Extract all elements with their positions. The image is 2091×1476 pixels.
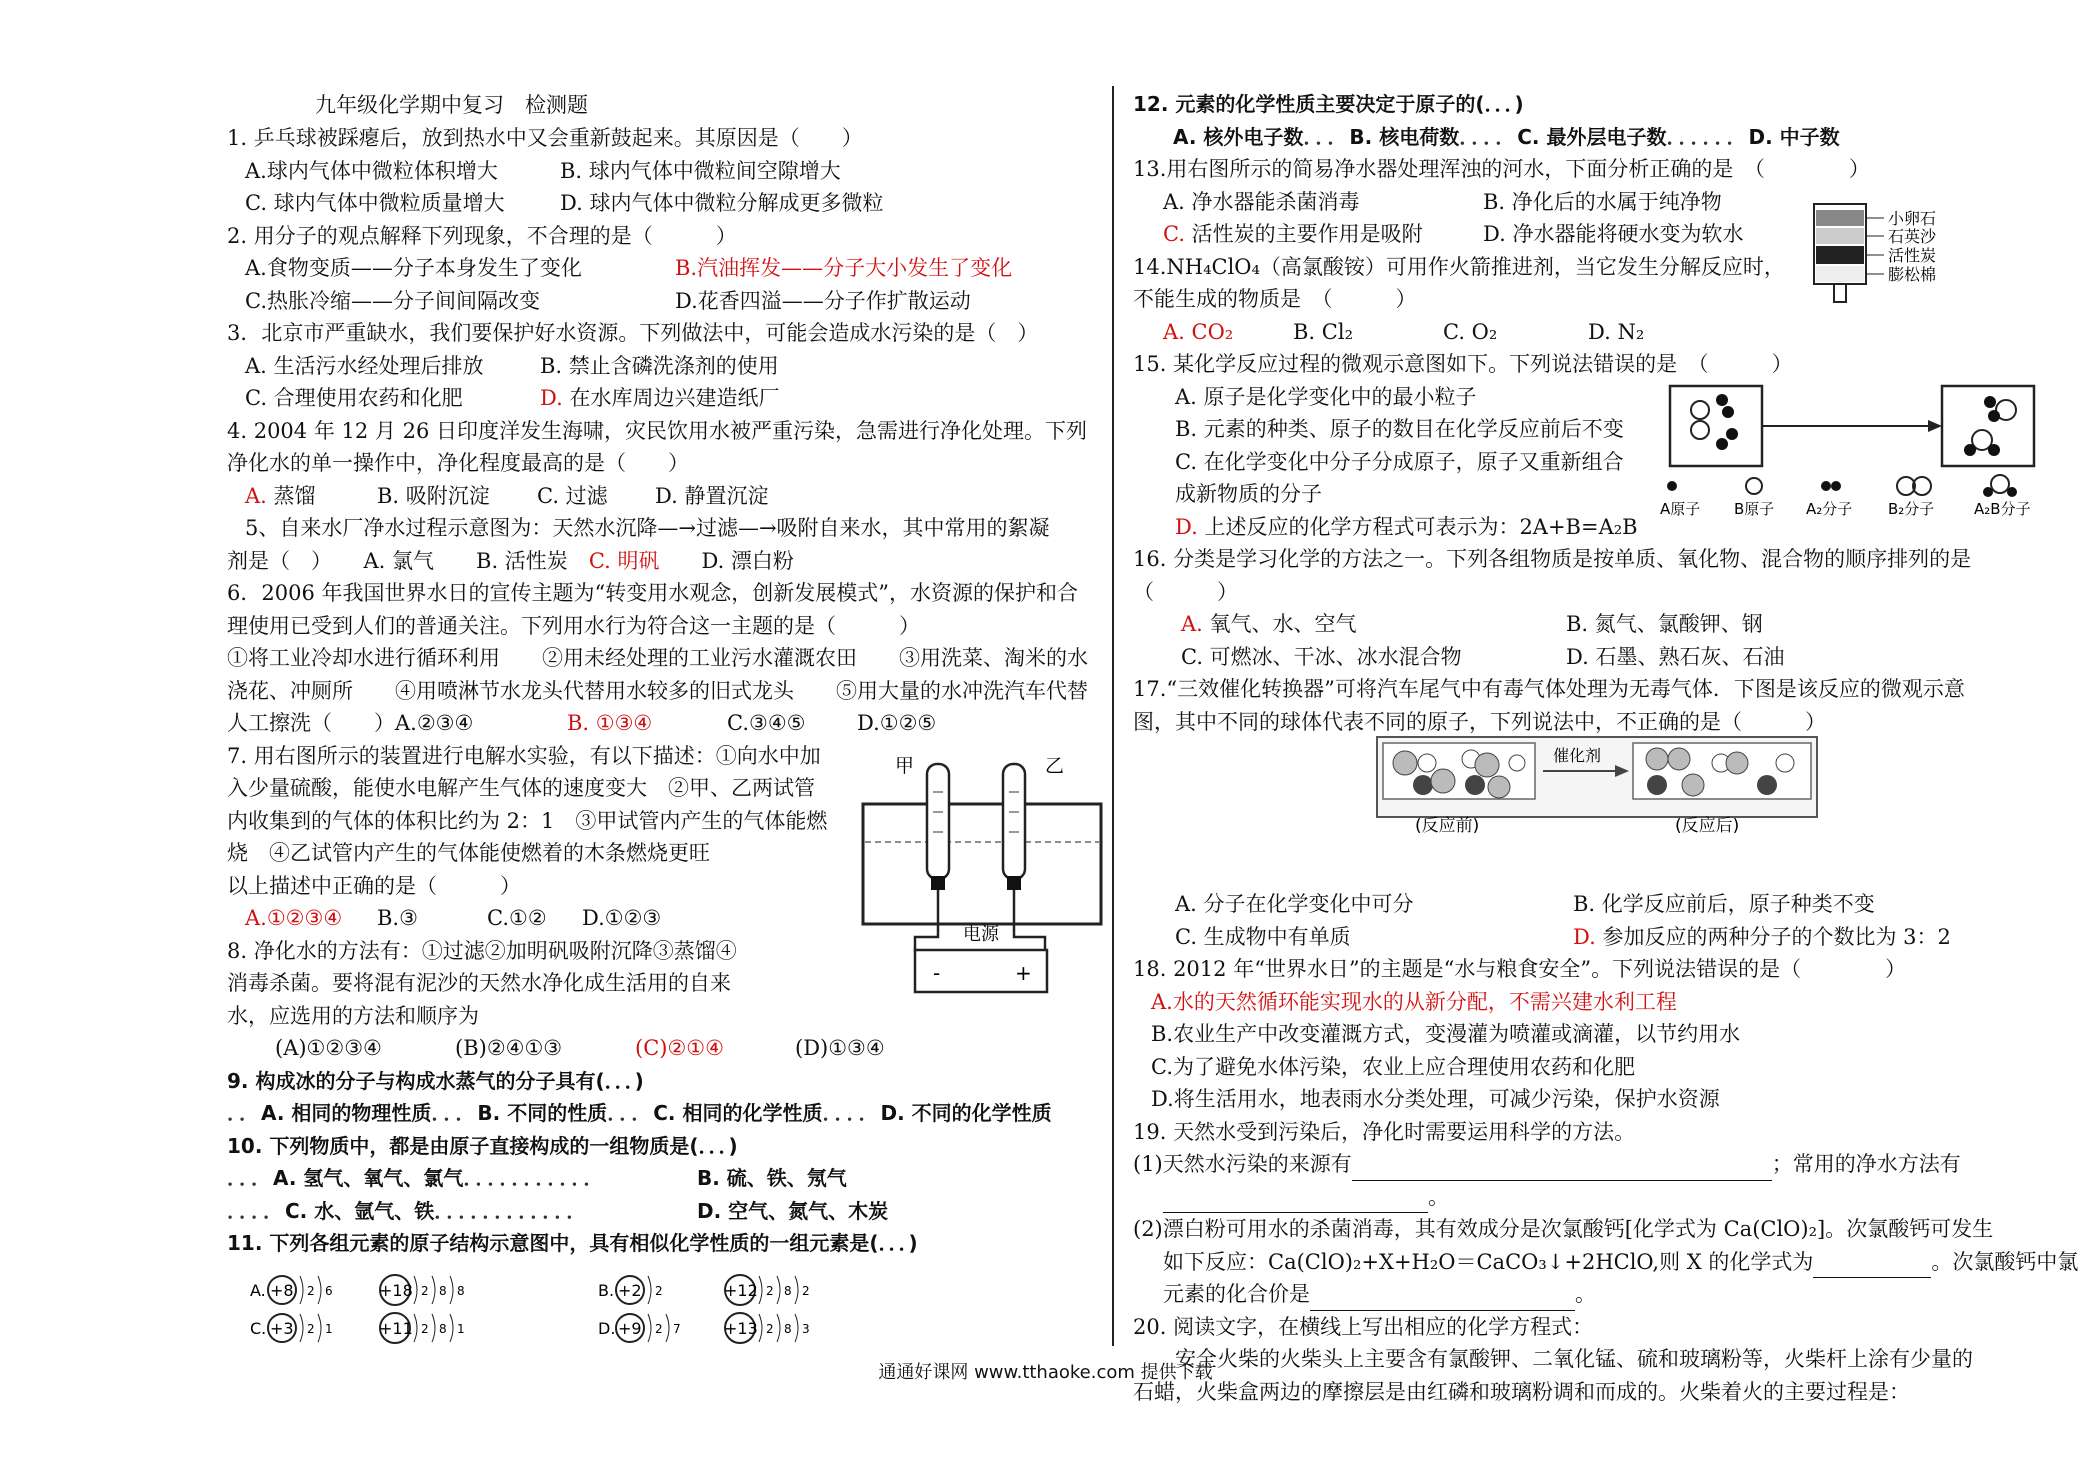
q19-part2-line1: (2)漂白粉可用水的杀菌消毒，其有效成分是次氯酸钙[化学式为 Ca(ClO)₂]。次氯酸钙可发生: [1133, 1217, 1994, 1241]
q7-option-b: B.③: [377, 906, 418, 930]
q19-answer-blank-1[interactable]: [1352, 1158, 1772, 1181]
question-7-line3: 内收集到的气体的体积比约为 2：1 ③甲试管内产生的气体能燃: [227, 808, 828, 833]
legend-b2-molecule: B₂分子: [1888, 500, 1935, 518]
q17-options-row1: [1133, 888, 2033, 921]
q5-option-c: C. 明矾: [588, 548, 660, 573]
q4-option-b: B. 吸附沉淀: [377, 483, 490, 508]
q1-option-b: B. 球内气体中微粒间空隙增大: [560, 158, 841, 183]
question-15: 15. 某化学反应过程的微观示意图如下。下列说法错误的是 （ ）: [1133, 352, 1793, 376]
filter-label-quartz-sand: 石英沙: [1888, 227, 1937, 246]
question-6-line3: ①将工业冷却水进行循环利用 ②用未经处理的工业污水灌溉农田 ③用洗菜、淘米的水: [227, 646, 1088, 670]
q16-option-a: 氧气、水、空气: [1202, 612, 1357, 636]
q19-part2-line2: [1133, 1246, 2079, 1279]
question-6-line1: 6．2006 年我国世界水日的宣传主题为“转变用水观念，创新发展模式”，水资源的保护和合: [227, 581, 1078, 605]
q17-option-a: A. 分子在化学变化中可分: [1175, 892, 1414, 916]
filter-label-pebbles: 小卵石: [1888, 209, 1937, 228]
q12-options: A. 核外电子数．．．B. 核电荷数．．．．C. 最外层电子数．．．．．．D. 中子数: [1173, 124, 1840, 149]
q8-options: [205, 1032, 1090, 1065]
q18-option-b: B.农业生产中改变灌溉方式，变漫灌为喷灌或滴灌，以节约用水: [1151, 1022, 1741, 1046]
question-20-line2: 石蜡，火柴盒两边的摩擦层是由红磷和玻璃粉调和而成的。火柴着火的主要过程是：: [1133, 1379, 1910, 1404]
q10-option-d: D. 空气、氮气、木炭: [697, 1198, 889, 1223]
q4-option-a: 蒸馏: [266, 483, 316, 508]
q4-option-a-letter: A.: [245, 483, 267, 508]
question-5-line1: 5、自来水厂净水过程示意图为：天然水沉降—→过滤—→吸附自来水，其中常用的絮凝: [245, 516, 1050, 540]
atom-a2-nucleus: +18: [379, 1281, 413, 1300]
atom-d2-nucleus: +13: [724, 1319, 758, 1338]
question-6-line2: 理使用已受到人们的普通关注。下列用水行为符合这一主题的是（ ）: [227, 613, 920, 638]
q6-option-c: C.③④⑤: [727, 711, 806, 735]
q13-option-d: D. 净水器能将硬水变为软水: [1483, 222, 1744, 246]
label-yi: 乙: [1045, 755, 1065, 777]
tube-yi: [1003, 764, 1025, 879]
question-18: 18. 2012 年“世界水日”的主题是“水与粮食安全”。下列说法错误的是（ ）: [1133, 957, 1907, 981]
q14-options: [1133, 316, 2033, 349]
q7-option-a: A.①②③④: [245, 906, 343, 930]
question-19: 19. 天然水受到污染后，净化时需要运用科学的方法。: [1133, 1119, 1636, 1144]
legend-b-atom: B原子: [1734, 500, 1775, 518]
q19-answer-blank-3[interactable]: [1813, 1255, 1931, 1278]
label-jia: 甲: [895, 755, 915, 777]
q5-options-pre: 剂是（ ） A. 氯气 B. 活性炭: [227, 548, 568, 573]
catalytic-converter-figure: [1375, 733, 1845, 845]
q2-option-b: B.汽油挥发——分子大小发生了变化: [675, 256, 1013, 280]
question-4-line2: 净化水的单一操作中，净化程度最高的是（ ）: [227, 451, 689, 475]
label-power: 电源: [963, 924, 999, 945]
q8-option-a: (A)①②③④: [275, 1036, 382, 1060]
atom-c1-shell-2: 1: [325, 1322, 333, 1336]
question-17-line1: 17.“三效催化转换器”可将汽车尾气中有毒气体处理为无毒气体．下图是该反应的微观示意: [1133, 677, 1965, 701]
question-1: 1. 乒乓球被踩瘪后，放到热水中又会重新鼓起来。其原因是（ ）: [227, 126, 863, 150]
q2-option-d: D.花香四溢——分子作扩散运动: [675, 288, 971, 313]
question-12: 12. 元素的化学性质主要决定于原子的(．．．): [1133, 92, 1524, 116]
atom-c2-shell-3: 1: [457, 1322, 465, 1336]
water-filter-figure: [1808, 200, 2038, 310]
q12-option-a: A. 核外电子数: [1173, 124, 1304, 149]
q13-option-c: 活性炭的主要作用是吸附: [1185, 222, 1423, 246]
q1-option-d: D. 球内气体中微粒分解成更多微粒: [560, 191, 884, 215]
water-trough: [863, 804, 1101, 924]
atom-c2-nucleus: +11: [379, 1319, 413, 1338]
question-8-line2: 消毒杀菌。要将混有泥沙的天然水净化成生活用的自来: [227, 971, 731, 995]
page-title: 九年级化学期中复习 检测题: [315, 93, 588, 117]
atom-d2-shell-1: 2: [766, 1322, 774, 1336]
q15-option-c-line2: 成新物质的分子: [1175, 482, 1322, 506]
question-20-line1: 安全火柴的火柴头上主要含有氯酸钾、二氧化锰、硫和玻璃粉等，火柴杆上涂有少量的: [1175, 1347, 1973, 1371]
atom-c1-shell-1: 2: [307, 1322, 315, 1336]
question-14-line1: 14.NH₄ClO₄（高氯酸铵）可用作火箭推进剂，当它发生分解反应时，: [1133, 254, 1785, 279]
q17-option-c: C. 生成物中有单质: [1175, 924, 1351, 949]
question-9: 9. 构成冰的分子与构成水蒸气的分子具有(．．．): [227, 1068, 644, 1093]
q16-options-row1: [1133, 608, 2033, 641]
q14-option-d: D. N₂: [1588, 319, 1645, 344]
q19-part1-line1: [1133, 1148, 2033, 1181]
q1-option-c: C. 球内气体中微粒质量增大: [245, 191, 505, 215]
q14-option-a: A. CO₂: [1163, 319, 1234, 344]
q9-option-c: C. 相同的化学性质: [653, 1101, 823, 1125]
q19-part1-text-a: (1)天然水污染的来源有: [1133, 1152, 1352, 1176]
q8-option-b: (B)②④①③: [455, 1036, 563, 1060]
left-column: [205, 88, 1090, 1260]
question-13: 13.用右图所示的简易净水器处理浑浊的河水，下面分析正确的是 （ ）: [1133, 157, 1870, 181]
q6-option-d: D.①②⑤: [857, 711, 937, 735]
atom-a2-shell-3: 8: [457, 1284, 465, 1298]
question-16-line1: 16. 分类是学习化学的方法之一。下列各组物质是按单质、氧化物、混合物的顺序排列的是: [1133, 547, 1972, 571]
question-10: 10. 下列物质中，都是由原子直接构成的一组物质是(．．．): [227, 1133, 738, 1158]
q4-option-c: C. 过滤: [537, 483, 608, 508]
q6-options-pre: 人工擦洗（ ）A.②③④: [227, 711, 474, 735]
q17-options-row2: [1133, 921, 2033, 954]
atom-a1-shell-1: 2: [307, 1284, 315, 1298]
q3-option-b: B. 禁止含磷洗涤剂的使用: [540, 353, 779, 378]
question-6-line5: [205, 707, 1090, 740]
label-minus: -: [933, 961, 941, 985]
question-5-line2: [205, 545, 1090, 578]
q9-option-a: A. 相同的物理性质: [261, 1101, 432, 1125]
q19-answer-blank-4[interactable]: [1310, 1288, 1575, 1311]
atom-d2-shell-3: 3: [802, 1322, 810, 1336]
q2-options-row1: [205, 252, 1090, 285]
q4-option-d: D. 静置沉淀: [655, 483, 769, 508]
question-14-line2: 不能生成的物质是 （ ）: [1133, 287, 1417, 311]
q19-answer-blank-2[interactable]: [1163, 1190, 1428, 1213]
q9-option-b: B. 不同的性质: [477, 1101, 608, 1125]
q18-option-d: D.将生活用水，地表雨水分类处理，可减少污染，保护水资源: [1151, 1087, 1720, 1111]
q14-option-c: C. O₂: [1443, 319, 1498, 344]
q4-options: [205, 480, 1090, 513]
q19-part2-text-b: 如下反应：Ca(ClO)₂+X+H₂O＝CaCO₃↓+2HClO,则 X 的化学式为: [1163, 1249, 1814, 1274]
q8-option-d: (D)①③④: [795, 1036, 885, 1060]
q13-option-c-letter: C.: [1163, 222, 1185, 246]
question-7-line1: 7. 用右图所示的装置进行电解水实验，有以下描述：①向水中加: [227, 743, 821, 768]
q3-options-row1: [205, 350, 1090, 383]
q14-option-b: B. Cl₂: [1293, 319, 1353, 344]
q1-options-row2: [205, 187, 1090, 220]
q5-option-d: D. 漂白粉: [701, 548, 794, 573]
reaction-microdiagram: [1660, 382, 2060, 524]
q19-part2-line3: [1133, 1278, 2033, 1311]
q16-option-d: D. 石墨、熟石灰、石油: [1566, 644, 1785, 669]
label-plus: +: [1015, 961, 1032, 985]
q3-options-row2: [205, 382, 1090, 415]
q9-options: ．．A. 相同的物理性质．．．B. 不同的性质．．．C. 相同的化学性质．．．．D. 不同的化学性质: [227, 1101, 1052, 1125]
q13-option-b: B. 净化后的水属于纯净物: [1483, 189, 1722, 214]
q1-options-row1: [205, 155, 1090, 188]
atom-d1-shell-2: 7: [673, 1322, 681, 1336]
q16-options-row2: [1133, 641, 2033, 674]
tube-jia: [927, 764, 949, 879]
atom-c2-shell-1: 2: [421, 1322, 429, 1336]
page-footer: 通通好课网 www.tthaoke.com 提供下载: [878, 1362, 1213, 1383]
q7-option-c: C.①②: [487, 906, 547, 930]
question-8-line3: 水，应选用的方法和顺序为: [227, 1003, 479, 1028]
atom-d1-shell-1: 2: [655, 1322, 663, 1336]
atom-a2-shell-1: 2: [421, 1284, 429, 1298]
atom-b2-shell-1: 2: [766, 1284, 774, 1298]
q2-option-a: A.食物变质——分子本身发生了变化: [245, 256, 582, 280]
column-divider: [1112, 86, 1114, 1346]
q10-options-row1: ．．．A. 氢气、氧气、氯气．．．．．．．．．．． B. 硫、铁、氖气: [227, 1166, 847, 1190]
q17-option-b: B. 化学反应前后，原子种类不变: [1573, 892, 1875, 916]
question-17-line2: 图，其中不同的球体代表不同的原子，下列说法中，不正确的是（ ）: [1133, 709, 1826, 734]
atom-c2-shell-2: 8: [439, 1322, 447, 1336]
q16-option-c: C. 可燃冰、干冰、冰水混合物: [1181, 644, 1462, 669]
q17-option-d: 参加反应的两种分子的个数比为 3：2: [1595, 924, 1951, 949]
atoms-a-label: A.: [250, 1281, 266, 1300]
after-label: (反应后): [1675, 816, 1740, 836]
q15-option-d-letter: D.: [1175, 514, 1198, 539]
q8-option-c: (C)②①④: [635, 1036, 724, 1060]
atom-b1-shell-1: 2: [655, 1284, 663, 1298]
q10-option-a: A. 氢气、氧气、氯气: [273, 1166, 464, 1190]
legend-a2b-molecule: A₂B分子: [1974, 500, 2031, 518]
question-6-line4: 浇花、冲厕所 ④用喷淋节水龙头代替用水较多的旧式龙头 ⑤用大量的水冲洗汽车代替: [227, 678, 1088, 703]
q3-option-d: 在水库周边兴建造纸厂: [562, 386, 780, 410]
atom-d2-shell-2: 8: [784, 1322, 792, 1336]
electrolysis-apparatus-figure: [855, 752, 1115, 997]
legend-a2-molecule: A₂分子: [1806, 500, 1853, 518]
q10-options-row2: ．．．．C. 水、氩气、铁．．．．．．．．．．．． D. 空气、氮气、木炭: [227, 1198, 889, 1223]
question-2: 2. 用分子的观点解释下列现象，不合理的是（ ）: [227, 223, 737, 248]
atom-c1-nucleus: +3: [270, 1319, 294, 1338]
filter-label-activated-carbon: 活性炭: [1888, 246, 1937, 265]
q16-option-a-letter: A.: [1181, 612, 1203, 636]
atom-b2-shell-2: 8: [784, 1284, 792, 1298]
question-7-line2: 入少量硫酸，能使水电解产生气体的速度变大 ②甲、乙两试管: [227, 776, 815, 800]
atom-b2-shell-3: 2: [802, 1284, 810, 1298]
q15-option-b: B. 元素的种类、原子的数目在化学反应前后不变: [1175, 417, 1624, 441]
q2-options-row2: [205, 285, 1090, 318]
q15-option-a: A. 原子是化学变化中的最小粒子: [1175, 384, 1477, 409]
q16-option-b: B. 氮气、氯酸钾、钢: [1566, 612, 1763, 636]
q19-part1-line2: [1133, 1181, 2033, 1214]
legend-a-atom: A原子: [1660, 500, 1701, 518]
q3-option-a: A. 生活污水经处理后排放: [245, 353, 484, 378]
atom-b1-nucleus: +2: [618, 1281, 642, 1300]
atom-a1-nucleus: +8: [270, 1281, 294, 1300]
q19-part1-text-b: ；常用的净水方法有: [1771, 1152, 1961, 1176]
question-7-line5: 以上描述中正确的是（ ）: [227, 873, 521, 898]
q10-option-b: B. 硫、铁、氖气: [697, 1166, 847, 1190]
q15-option-c-line1: C. 在化学变化中分子分成原子，原子又重新组合: [1175, 449, 1624, 474]
q10-option-c: C. 水、氩气、铁: [285, 1198, 435, 1223]
question-16-line2: （ ）: [1133, 579, 1238, 604]
q15-option-d: 上述反应的化学方程式可表示为：2A+B=A₂B: [1197, 514, 1638, 539]
q19-part1-text-c: 。: [1428, 1184, 1449, 1209]
q13-option-a: A. 净水器能杀菌消毒: [1163, 189, 1360, 214]
q7-option-d: D.①②③: [582, 906, 662, 930]
before-label: (反应前): [1415, 816, 1480, 836]
q12-option-b: B. 核电荷数: [1349, 124, 1460, 149]
question-20: 20. 阅读文字，在横线上写出相应的化学方程式：: [1133, 1314, 1594, 1339]
q19-part2-text-c: 。次氯酸钙中氯: [1931, 1249, 2079, 1274]
question-8-line1: 8. 净化水的方法有：①过滤②加明矾吸附沉降③蒸馏④: [227, 938, 737, 963]
q17-option-d-letter: D.: [1573, 924, 1596, 949]
atom-d1-nucleus: +9: [618, 1319, 642, 1338]
catalyst-label: 催化剂: [1553, 746, 1602, 765]
q3-option-c: C. 合理使用农药和化肥: [245, 386, 463, 410]
atoms-c-label: C.: [250, 1319, 267, 1338]
atoms-d-label: D.: [598, 1319, 616, 1338]
q12-option-c: C. 最外层电子数: [1517, 124, 1667, 149]
filter-label-cotton: 膨松棉: [1888, 265, 1937, 284]
question-7-line4: 烧 ④乙试管内产生的气体能使燃着的木条燃烧更旺: [227, 841, 710, 865]
q3-option-d-letter: D.: [540, 386, 563, 410]
atomic-structure-figure: [250, 1268, 860, 1348]
q1-option-a: A.球内气体中微粒体积增大: [245, 158, 498, 183]
atom-b2-nucleus: +12: [724, 1281, 758, 1300]
q19-part2-text-d: 元素的化合价是: [1163, 1282, 1310, 1306]
q12-option-d: D. 中子数: [1748, 124, 1840, 149]
q18-option-a: A.水的天然循环能实现水的从新分配，不需兴建水利工程: [1151, 989, 1677, 1014]
atom-a2-shell-2: 8: [439, 1284, 447, 1298]
question-11: 11. 下列各组元素的原子结构示意图中，具有相似化学性质的一组元素是(．．．): [227, 1231, 918, 1255]
q18-option-c: C.为了避免水体污染，农业上应合理使用农药和化肥: [1151, 1054, 1635, 1079]
q2-option-c: C.热胀冷缩——分子间间隔改变: [245, 288, 540, 313]
q9-option-d: D. 不同的化学性质: [880, 1101, 1052, 1125]
atoms-b-label: B.: [598, 1281, 615, 1300]
question-4-line1: 4. 2004 年 12 月 26 日印度洋发生海啸，灾民饮用水被严重污染，急需进行净化处理。下列: [227, 418, 1087, 443]
q19-part2-text-e: 。: [1575, 1282, 1596, 1306]
question-3: 3．北京市严重缺水，我们要保护好水资源。下列做法中，可能会造成水污染的是（ ）: [227, 321, 1039, 345]
q6-option-b: B. ①③④: [567, 711, 653, 735]
atom-a1-shell-2: 6: [325, 1284, 333, 1298]
